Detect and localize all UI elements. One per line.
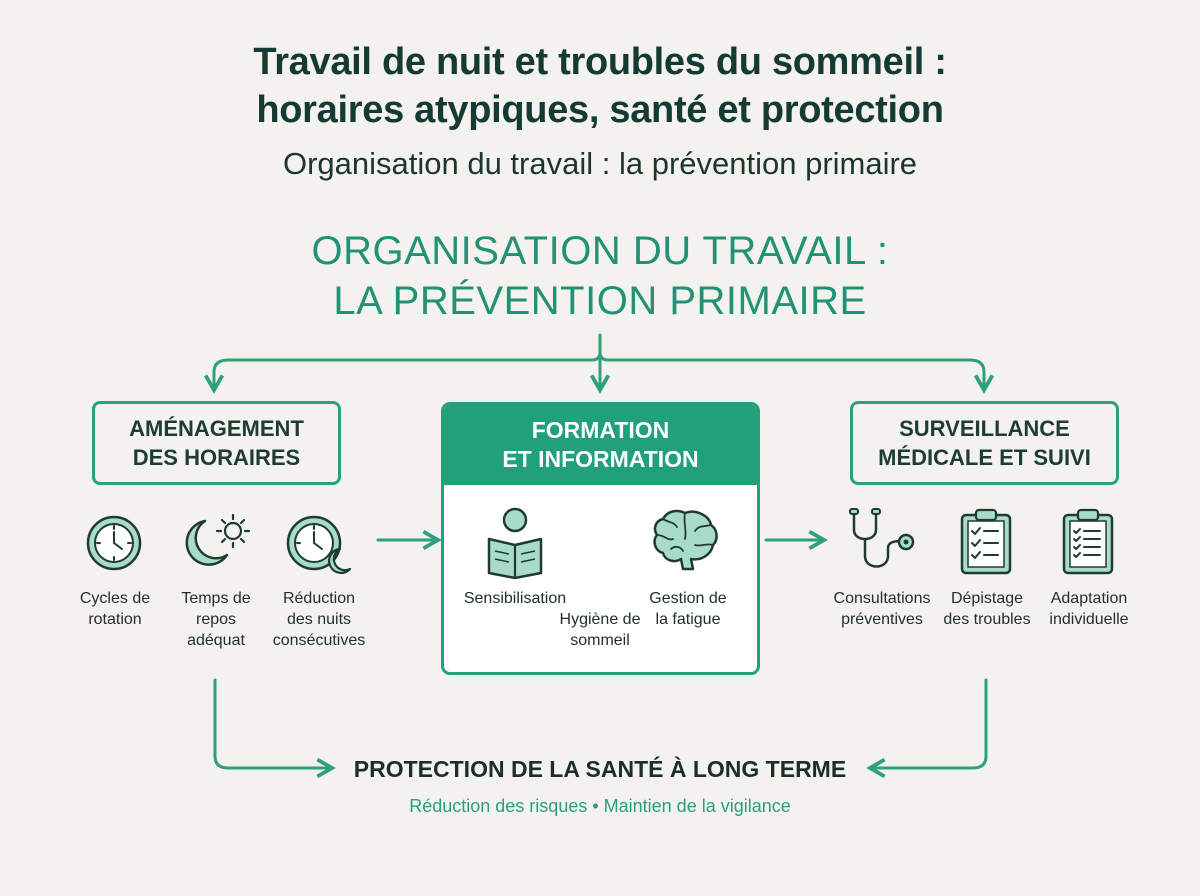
box-title-line-1: FORMATION <box>531 417 670 443</box>
clipboard-check-icon <box>958 507 1014 575</box>
top-branch <box>600 352 984 388</box>
item-label-cycles: Cycles de rotation <box>79 590 151 628</box>
page-subtitle: Organisation du travail : la prévention primaire <box>282 146 918 181</box>
box-title-line-1: AMÉNAGEMENT <box>129 416 304 441</box>
item-label-reduction: Réduction des nuits consécutives <box>272 590 366 649</box>
moon-sun-icon <box>177 511 257 573</box>
bottom-left-arrow <box>215 680 330 768</box>
clipboard-list-icon <box>1060 507 1116 575</box>
item-label-depistage: Dépistage des troubles <box>943 590 1031 628</box>
item-label-consultations: Consultations préventives <box>833 590 931 628</box>
bottom-title: PROTECTION DE LA SANTÉ À LONG TERME <box>353 756 847 782</box>
item-label-hygiene-sommeil: Hygiène de sommeil <box>559 611 641 649</box>
box-amenagement-horaires <box>92 401 341 485</box>
box-title-line-2: MÉDICALE ET SUIVI <box>878 445 1091 470</box>
heading-line-1: ORGANISATION DU TRAVAIL : <box>311 229 889 273</box>
box-header <box>444 405 757 485</box>
page-title <box>0 38 1200 134</box>
clock-icon <box>84 513 144 573</box>
bottom-right-arrow <box>872 680 986 768</box>
box-surveillance-medicale <box>850 401 1119 485</box>
item-label-adaptation: Adaptation individuelle <box>1049 590 1129 628</box>
item-label-sensibilisation: Sensibilisation <box>463 590 567 607</box>
stethoscope-icon <box>846 506 918 578</box>
item-label-gestion-fatigue: Gestion de la fatigue <box>649 590 727 628</box>
heading-line-2: LA PRÉVENTION PRIMAIRE <box>333 279 867 323</box>
clock-moon-icon <box>284 513 356 577</box>
box-title-line-2: DES HORAIRES <box>132 445 301 470</box>
top-branch <box>214 352 600 388</box>
item-label-repos: Temps de repos adéquat <box>181 590 251 649</box>
title-line-1: Travail de nuit et troubles du sommeil : <box>253 41 947 83</box>
title-line-2: horaires atypiques, santé et protection <box>256 89 944 131</box>
box-title-line-2: ET INFORMATION <box>502 446 699 472</box>
box-title-line-1: SURVEILLANCE <box>899 416 1070 441</box>
bottom-subtitle: Réduction des risques • Maintien de la vigilance <box>409 796 791 816</box>
diagram-heading <box>0 226 1200 326</box>
person-reading-icon <box>483 507 547 579</box>
brain-icon <box>649 507 721 571</box>
